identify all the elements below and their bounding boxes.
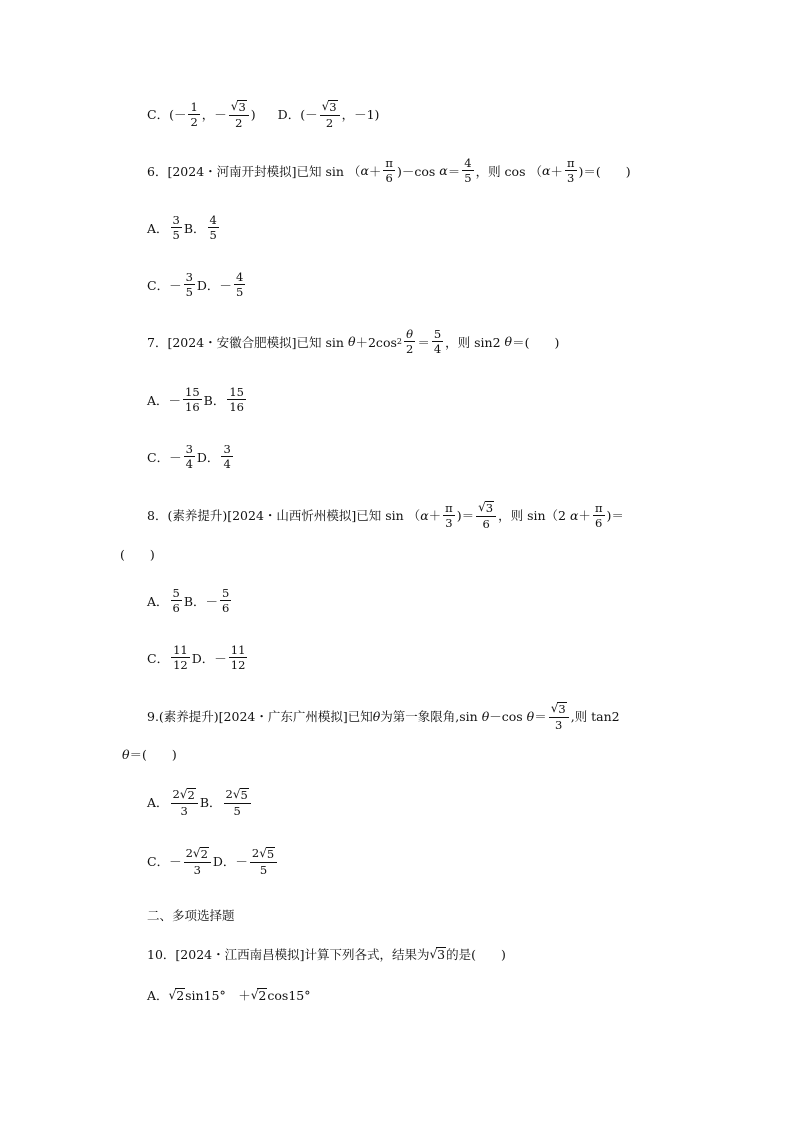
q10-option-a: A． √ 2 sin15° ＋ √ 2 cos15° [147,987,311,1003]
option-c-label: C．－ [147,277,182,293]
q9-options-ab: A． 2 √ 2 3 B． 2 √ 5 5 [147,788,253,817]
sqrt: √ 3 [230,99,246,114]
option-b-label: B． [183,220,206,236]
q10-stem: 10．[2024・江西南昌模拟]计算下列各式，结果为 √ 3 的是( ) [147,946,506,962]
option-d-label: D．－ [196,277,232,293]
q7-options-ab: A．－ $\frac{15}{16}$ B． $\frac{15}{16}$ [147,385,244,415]
option-a-label: A． [147,795,169,811]
q7-stem: 7．[2024・安徽合肥模拟]已知 sin θ ＋2cos 2 $\frac{\theta}{2}$ ＝ $\frac{5}{4}$ ，则 sin2 θ ＝( ) [147,327,560,357]
fraction: $\frac{1}{2}$ [190,99,198,129]
q9-stem-continued: θ ＝( ) [122,746,177,762]
option-a-label: A． [147,593,169,609]
option-d-label: D．－ [212,854,248,870]
q8-stem: 8．(素养提升)[2024・山西忻州模拟]已知 sin （ α ＋ $\frac{\pi}{3}$ )＝ √ 3 6 ，则 sin（2 α ＋ $\frac{\pi}{6}$ )＝ [147,500,624,531]
q8-options-cd: C． $\frac{11}{12}$ D．－ $\frac{11}{12}$ [147,643,246,673]
option-d-label: D． [196,449,220,465]
option-a-label: A．－ [147,392,182,408]
option-c-label: C．(－ [147,107,187,123]
option-b-label: B． [199,795,222,811]
option-d-label: D．(－ [277,107,318,123]
section-heading: 二、多项选择题 [147,908,235,923]
option-d-label: D．－ [191,650,227,666]
option-a-label: A． [147,988,169,1003]
q8-options-ab: A． $\frac{5}{6}$ B．－ $\frac{5}{6}$ [147,586,230,616]
option-b-label: B．－ [183,593,219,609]
q9-stem: 9.(素养提升)[2024・广东广州模拟]已知 θ 为第一象限角,sin θ －cos θ ＝ √ 3 3 ,则 tan2 [147,701,620,732]
fraction: √ 3 2 [320,100,340,129]
option-c-label: C． [147,650,170,666]
option-a-label: A． [147,220,169,236]
q6-options-ab: A． $\frac{3}{5}$ B． $\frac{4}{5}$ [147,213,217,243]
q5-options-cd: C．(－ $\frac{1}{2}$ ，－ √ 3 2 ) D．(－ √ 3 2 ，－1) [147,99,380,130]
option-b-label: B． [203,392,226,408]
option-c-label: C．－ [147,854,182,870]
q7-options-cd: C．－ $\frac{3}{4}$ D． $\frac{3}{4}$ [147,442,231,472]
q8-stem-continued: ( ) [120,547,155,562]
q6-options-cd: C．－ $\frac{3}{5}$ D．－ $\frac{4}{5}$ [147,270,244,300]
q6-stem: 6．[2024・河南开封模拟]已知 sin （ α ＋ $\frac{\pi}{6}$ )－cos α ＝ $\frac{4}{5}$ ，则 cos （ α ＋ $\frac{\pi}{3}$ )＝( ) [147,156,631,186]
fraction: √ 3 2 [229,100,249,129]
q9-options-cd: C．－ 2 √ 2 3 D．－ 2 √ 5 5 [147,847,279,876]
option-c-label: C．－ [147,449,182,465]
